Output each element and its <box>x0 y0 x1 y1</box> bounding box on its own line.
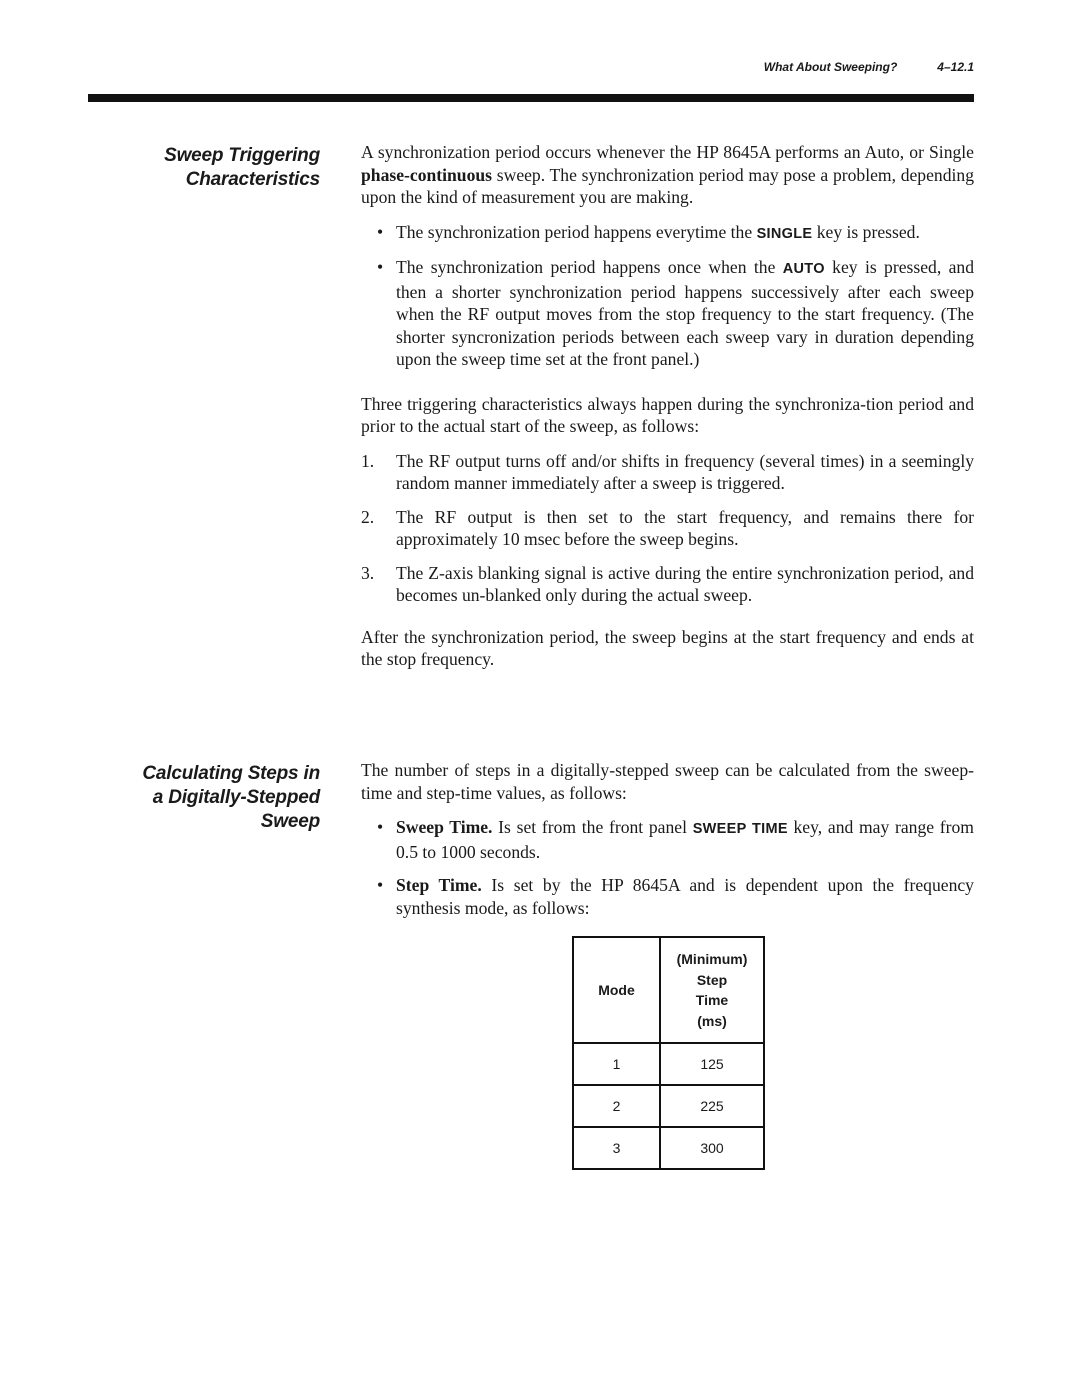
single-key-label: SINGLE <box>756 225 813 242</box>
header-title: What About Sweeping? <box>763 60 898 74</box>
table-header-row <box>573 937 764 1043</box>
triggering-paragraph: Three triggering characteristics always happen during the synchroniza-tion period and prior to the actual start of the sweep, as follows: <box>361 393 974 436</box>
auto-key-label: AUTO <box>782 261 825 277</box>
page-number: 4–12.1 <box>937 60 974 74</box>
table-row <box>573 1043 764 1085</box>
list-item: • The synchronization period happens once when the AUTO key is pressed, and then a shorter synchronization period happens successively after each sweep when the RF output moves from the stop frequency to the start frequency. (The shorter syncronization periods between each sweep vary in duration depending upon the sweep time set at the front panel.) <box>377 257 974 369</box>
table-row <box>573 1127 764 1169</box>
list-item: • Sweep Time. Is set from the front panel SWEEP TIME key, and may range from 0.5 to 1000 seconds. <box>377 817 974 862</box>
list-item: 2. The RF output is then set to the start frequency, and remains there for approximately 10 msec before the sweep begins. <box>361 506 974 549</box>
time-cell: 300 <box>660 1127 764 1169</box>
section-heading-calculating-steps: Calculating Steps in a Digitally-Stepped Sweep <box>142 763 320 832</box>
mode-cell: 3 <box>573 1127 660 1169</box>
sweep-time-key-label: SWEEP TIME <box>692 821 788 837</box>
header-rule <box>88 94 974 102</box>
section-calculating-steps <box>361 759 974 931</box>
list-item: 1. The RF output turns off and/or shifts in frequency (several times) in a seemingly random manner immediately after a sweep is triggered. <box>361 450 974 493</box>
mode-header: Mode <box>573 937 660 1043</box>
time-bullets <box>361 816 974 919</box>
mode-cell: 1 <box>573 1043 660 1085</box>
section-sweep-triggering <box>361 141 974 683</box>
time-cell: 125 <box>660 1043 764 1085</box>
after-sync-paragraph: After the synchronization period, the sweep begins at the start frequency and ends at the stop frequency. <box>361 626 974 669</box>
time-cell: 225 <box>660 1085 764 1127</box>
mode-cell: 2 <box>573 1085 660 1127</box>
list-item: • The synchronization period happens everytime the SINGLE key is pressed. <box>377 221 920 242</box>
running-header <box>764 60 974 74</box>
intro-paragraph: A synchronization period occurs whenever the HP 8645A performs an Auto, or Single phase-continuous sweep. The synchronization period may pose a problem, depending upon the kind of measurement you are making. <box>361 142 974 207</box>
triggering-steps <box>361 450 974 607</box>
table-row <box>573 1085 764 1127</box>
section-heading-sweep-triggering: Sweep Triggering Characteristics <box>164 145 320 190</box>
list-item: • Step Time. Is set by the HP 8645A and is dependent upon the frequency synthesis mode, as follows: <box>377 875 974 918</box>
list-item: 3. The Z-axis blanking signal is active during the entire synchronization period, and becomes un-blanked only during the actual sweep. <box>361 562 974 605</box>
trigger-bullets <box>361 221 974 371</box>
step-time-header: (Minimum) Step Time (ms) <box>660 937 764 1043</box>
step-time-table <box>572 936 765 1170</box>
steps-intro-paragraph: The number of steps in a digitally-stepped sweep can be calculated from the sweep-time and step-time values, as follows: <box>361 760 974 803</box>
